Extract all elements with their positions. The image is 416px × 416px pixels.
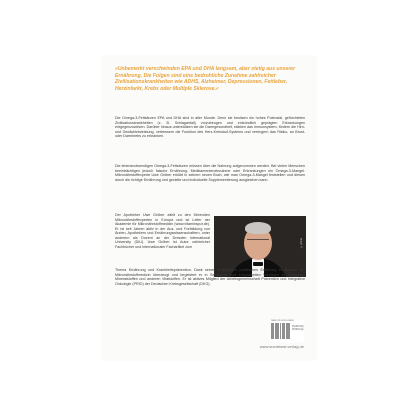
photo-credit: © privat <box>300 238 303 249</box>
book-back-cover <box>102 56 316 360</box>
isbn-text: ISBN 978-3-8312-0988-1 <box>271 320 295 322</box>
price-germany: 15,00 € (D) <box>292 326 304 328</box>
author-glasses <box>247 239 269 245</box>
author-bio-paragraph: Thema Ernährung und Krankheitsprävention. Dank seiner langjährigen praktischen Erfahrung im Bereich der Mikronährstoffmedizin überzeugt und begeistert er in Seminaren und europaweiten Vorträgen zu Vitaminen, Mineralstoffen und anderen Vitalstoffen. Er ist aktives Mitglied der Arbeitsgemeinschaft Prävention und Integrative Onkologie (PRIO) der Deutschen Krebsgesellschaft (DKG). <box>115 268 305 286</box>
intro-paragraph: Die Omega-3-Fettsäuren EPA und DHA sind in aller Munde. Denn sie besitzen ein hohes Potenzial, gefürchteten Zivilisationskrankheiten (z. B. Schlaganfall) vorzubeugen und entzündlich geprägten Erkrankungen entgegenzuwirken. Darüber hinaus unterstützen sie die Darmgesundheit, stärken das Immunsystem, fördern die Hirn- und Gedächtnisleistung, verbessern die Funktion des Herz-Kreislauf-Systems und verringern das Risiko, an Brust- oder Darmkrebs zu erkranken. <box>115 116 305 139</box>
author-hair <box>245 222 271 234</box>
publisher-website: www.suedwest-verlag.de <box>259 344 304 349</box>
lead-quote: »Unbemerkt verschwinden EPA und DHA langsam, aber stetig aus unserer Ernährung. Die Folgen sind eine bedrohliche Zunahme zahlreicher Zivilisationskrankheiten wie ADHS, Alzheimer, Depressionen, Fettleber, Herzinfarkt, Krebs oder Multiple Sklerose.« <box>115 66 296 92</box>
deficiency-paragraph: Die lebensnotwendigen Omega-3-Fettsäuren müssen über die Nahrung aufgenommen werden. Bei vielen Menschen beeinträchtigen jedoch falsche Ernährung, Medikamenteneinnahme oder Erkrankungen ein Omega-3-Mangel. Mikronährstoffexperte Uwe Gröber erklärt in seinem neuen Buch, wie man Omega-3-Mangel feststellen und diesen durch die richtige Ernährung und gezielte und individuelle Supplementierung ausgleichen kann. <box>115 164 305 182</box>
author-bio-column: Der Apotheker Uwe Gröber zählt zu den führenden Mikronährstoffexperten in Europa und ist Leiter der Akademie für Mikronährstoffmedizin (www.vitaminspur.de). Er ist seit Jahren aktiv in der Aus- und Fortbildung von Ärzten, Apothekern und Ernährungswissenschaftern, unter anderem als Dozent an der Dresden International University (DIU). Uwe Gröber ist Autor zahlreicher Fachbücher und internationaler Fachartikel zum <box>115 213 210 249</box>
author-bowtie <box>253 262 263 266</box>
price-austria: 15,50 € (A) <box>292 329 304 331</box>
barcode-area <box>270 320 304 342</box>
barcode-icon <box>271 323 291 339</box>
